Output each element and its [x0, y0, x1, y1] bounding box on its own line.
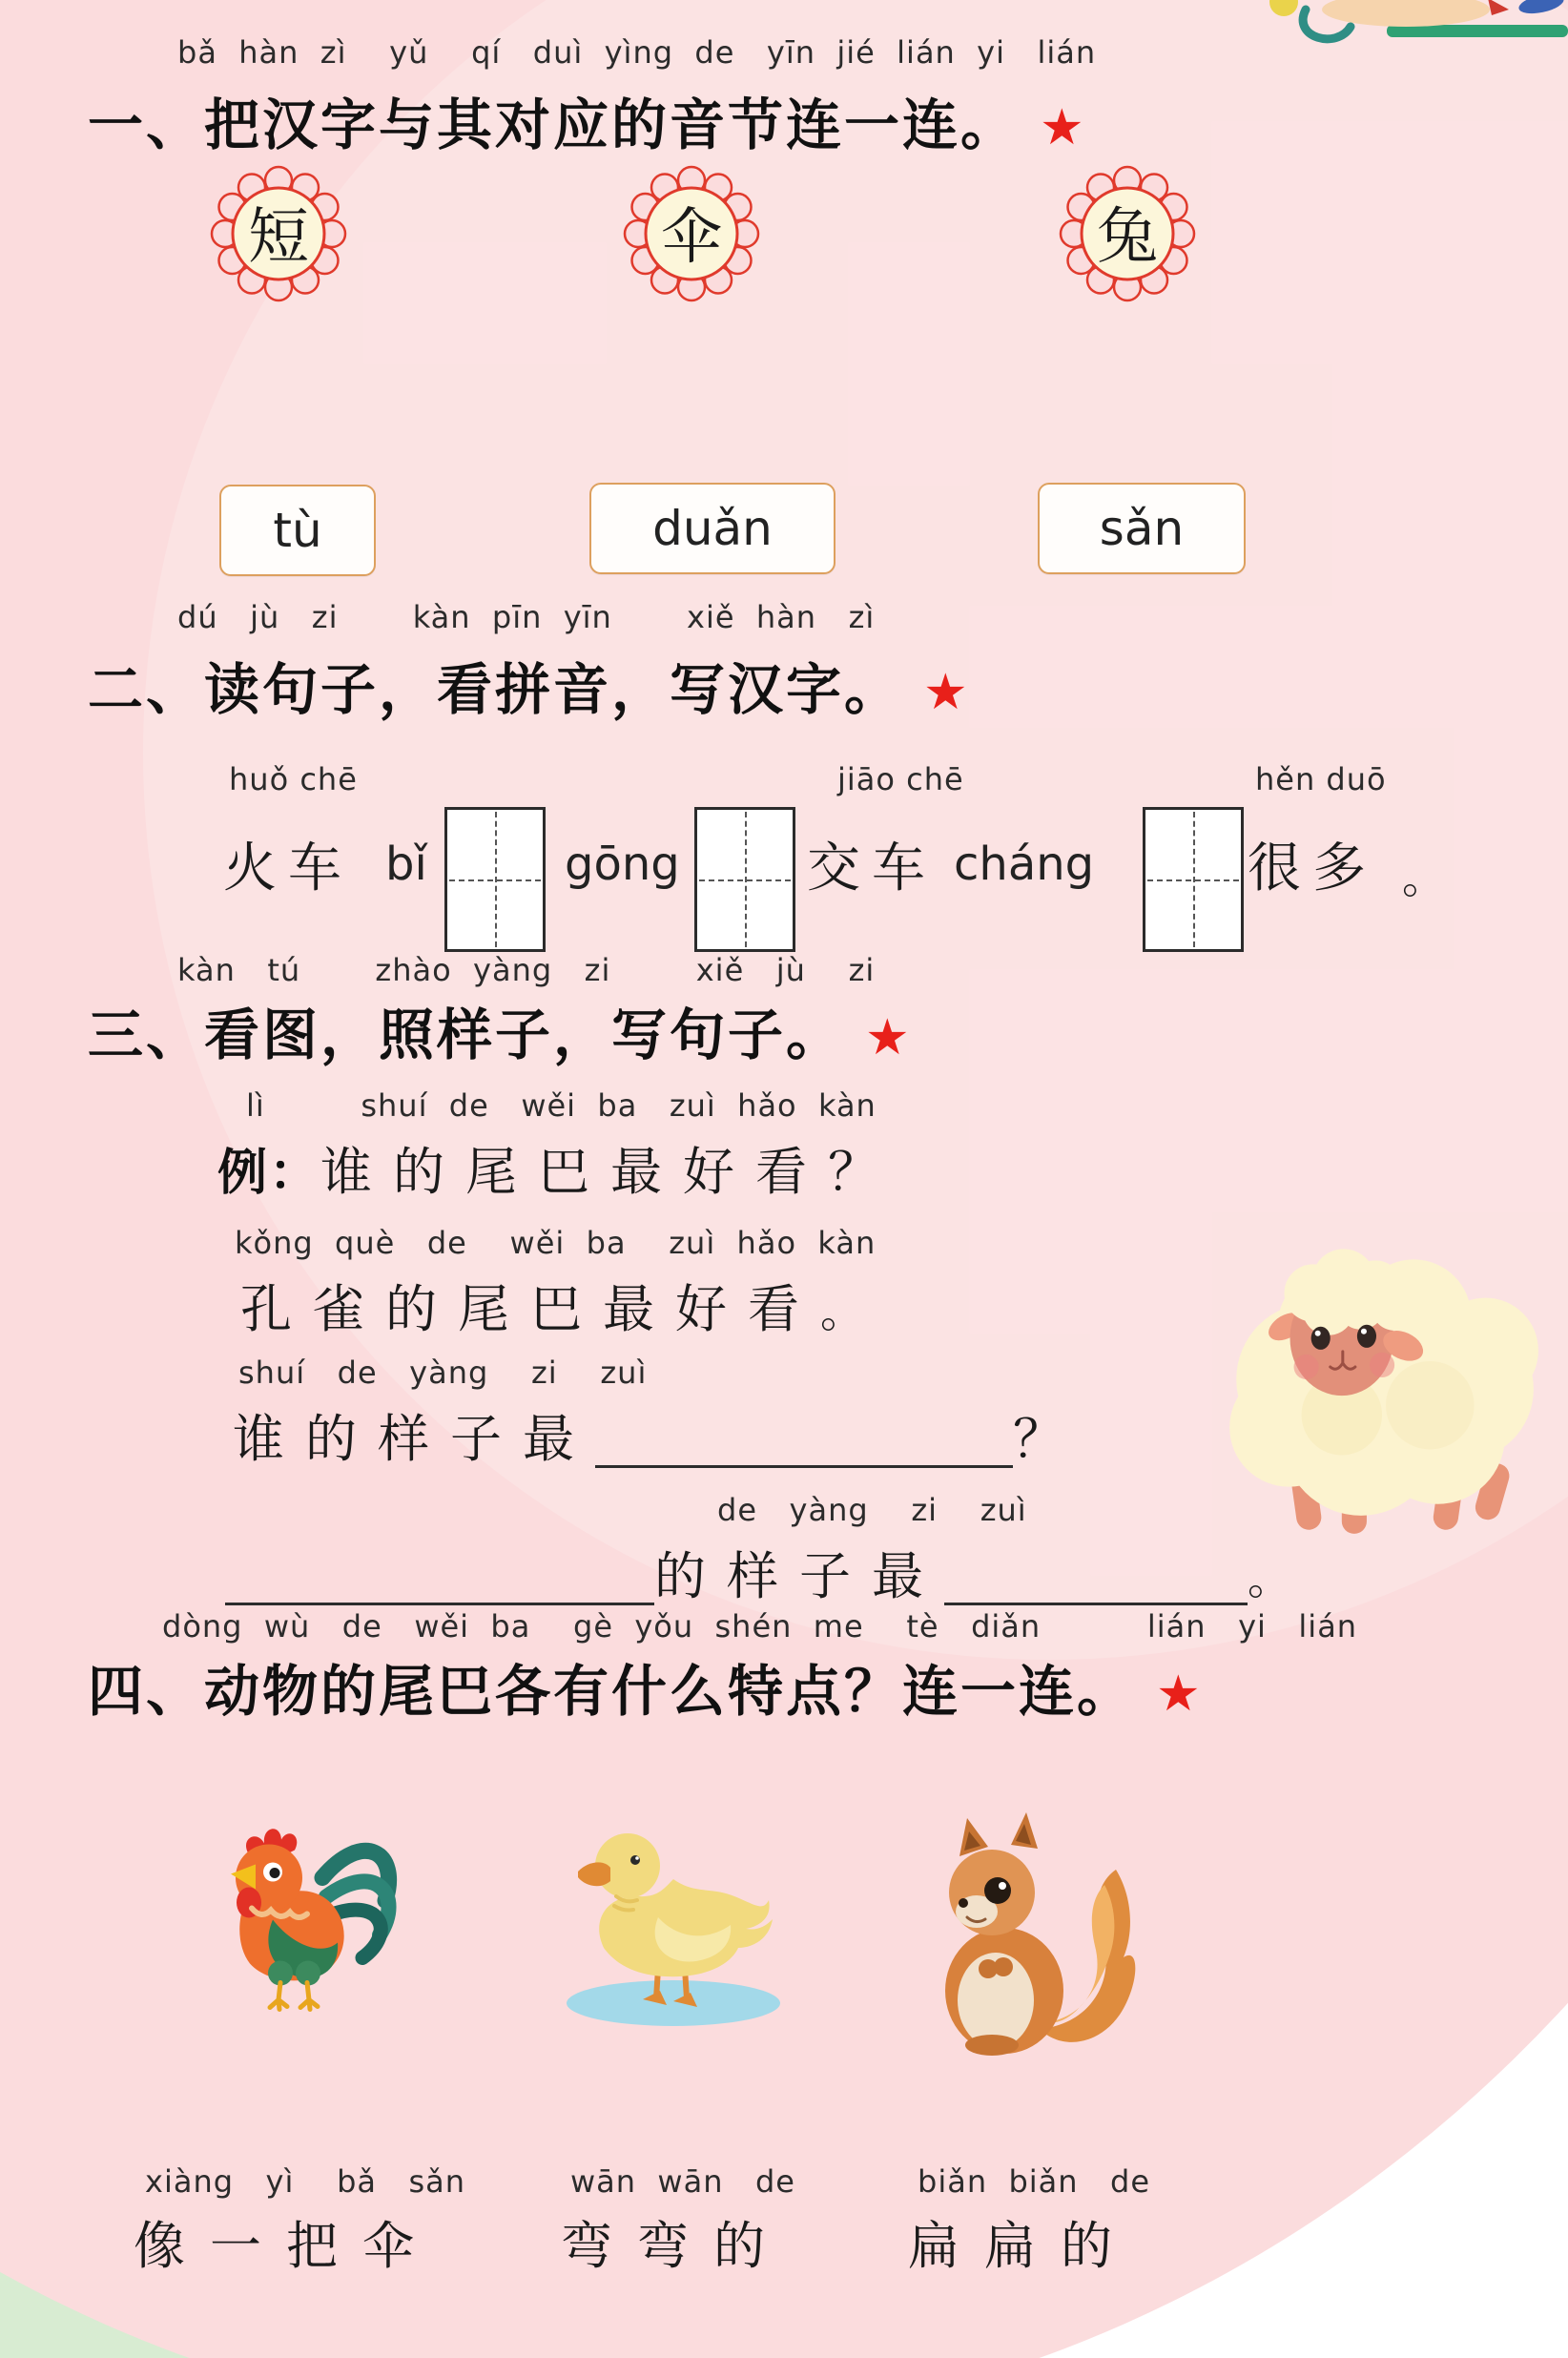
- squirrel-icon: [904, 1795, 1138, 2074]
- answer-example-line: [240, 1269, 864, 1342]
- hanzi-label: 短: [248, 202, 309, 273]
- question-line-text: 谁的样子最: [233, 1409, 595, 1469]
- hanzi-writing-box[interactable]: [694, 807, 795, 952]
- exercise3-title-text: 三、看图，照样子，写句子。: [88, 1003, 845, 1067]
- hanzi-writing-box[interactable]: [444, 807, 546, 952]
- difficulty-star-icon: ★: [923, 664, 968, 721]
- rooster-image[interactable]: [181, 1801, 410, 2019]
- fill-line: [225, 1536, 1291, 1609]
- syllable-card-3[interactable]: [1038, 483, 1246, 574]
- hanzi-label: 伞: [661, 202, 722, 273]
- text-huoche: 火车: [223, 838, 353, 900]
- hanzi-flower-card-1[interactable]: [207, 162, 350, 305]
- exercise4-title-text: 四、动物的尾巴各有什么特点？连一连。: [88, 1659, 1136, 1724]
- tail-option-pinyin: wān wān de: [570, 2163, 795, 2200]
- header-decor-icon: [1263, 0, 1568, 49]
- sheep-image: [1198, 1192, 1553, 1551]
- answer-blank[interactable]: [225, 1603, 654, 1605]
- exercise2-title: [88, 645, 968, 725]
- syllable-label: tù: [273, 503, 322, 558]
- syllable-card-1[interactable]: [219, 485, 376, 576]
- exercise1-title-text: 一、把汉字与其对应的音节连一连。: [88, 93, 1020, 157]
- exercise2-title-text: 二、读句子，看拼音，写汉字。: [88, 657, 903, 722]
- squirrel-image[interactable]: [904, 1795, 1138, 2078]
- difficulty-star-icon: ★: [1156, 1665, 1201, 1723]
- hanzi-writing-box[interactable]: [1143, 807, 1244, 952]
- sentence-period: 。: [1402, 852, 1446, 903]
- exercise1-pinyin: bǎ hàn zì yǔ qí duì yìng de yīn jié lián yi lián: [177, 34, 1097, 71]
- tail-option[interactable]: 弯弯的: [561, 2216, 790, 2276]
- question-line-pinyin: shuí de yàng zi zuì: [238, 1355, 648, 1391]
- answer-example-pinyin: kǒng què de wěi ba zuì hǎo kàn: [235, 1225, 877, 1261]
- exercise3-pinyin: kàn tú zhào yàng zi xiě jù zi: [177, 952, 876, 988]
- text-bi: bǐ: [385, 838, 427, 891]
- text-chang: cháng: [954, 838, 1095, 891]
- hanzi-flower-card-2[interactable]: [620, 162, 763, 305]
- example-label: 例：: [217, 1145, 321, 1202]
- exercise4-title: [88, 1646, 1201, 1727]
- syllable-label: duǎn: [652, 501, 773, 556]
- fill-line-text: 的样子最: [654, 1546, 944, 1606]
- tail-option[interactable]: 扁扁的: [908, 2216, 1137, 2276]
- exercise1-title: [88, 80, 1084, 160]
- tail-option-pinyin: biǎn biǎn de: [918, 2163, 1151, 2200]
- exercise2-pinyin: dú jù zi kàn pīn yīn xiě hàn zì: [177, 599, 876, 635]
- text-henduo: 很多: [1248, 838, 1377, 900]
- syllable-card-2[interactable]: [589, 483, 836, 574]
- fill-line-pinyin: de yàng zi zuì: [717, 1492, 1027, 1528]
- header-cutoff-illustration: [1263, 0, 1568, 52]
- tail-option-pinyin: xiàng yì bǎ sǎn: [145, 2163, 466, 2200]
- difficulty-star-icon: ★: [1040, 99, 1084, 156]
- tail-option[interactable]: 像一把伞: [134, 2216, 439, 2276]
- hanzi-flower-card-3[interactable]: [1056, 162, 1199, 305]
- pinyin-huoche: huǒ chē: [229, 761, 358, 797]
- fill-line-period: 。: [1248, 1553, 1291, 1604]
- difficulty-star-icon: ★: [865, 1009, 910, 1066]
- duck-icon: [551, 1805, 794, 2038]
- question-mark: ？: [1013, 1409, 1064, 1469]
- example-pinyin: lì shuí de wěi ba zuì hǎo kàn: [246, 1087, 877, 1124]
- pinyin-henduo: hěn duō: [1255, 761, 1387, 797]
- example-text: 谁的尾巴最好看？: [320, 1142, 901, 1202]
- answer-example-text: 孔雀的尾巴最好看: [240, 1279, 820, 1339]
- duck-image[interactable]: [551, 1805, 794, 2042]
- exercise3-title: [88, 990, 910, 1070]
- example-line: [217, 1131, 900, 1205]
- answer-blank[interactable]: [595, 1465, 1013, 1468]
- sheep-icon: [1198, 1192, 1553, 1547]
- answer-blank[interactable]: [944, 1603, 1248, 1605]
- rooster-icon: [181, 1801, 410, 2016]
- answer-example-period: 。: [820, 1286, 864, 1337]
- pinyin-jiaoche: jiāo chē: [837, 761, 964, 797]
- exercise4-pinyin: dòng wù de wěi ba gè yǒu shén me tè diǎn lián yi lián: [162, 1608, 1358, 1644]
- text-gong: gōng: [565, 838, 680, 891]
- syllable-label: sǎn: [1099, 501, 1185, 556]
- text-jiaoche: 交车: [807, 838, 937, 900]
- hanzi-label: 兔: [1097, 202, 1158, 273]
- question-line: [233, 1398, 1064, 1472]
